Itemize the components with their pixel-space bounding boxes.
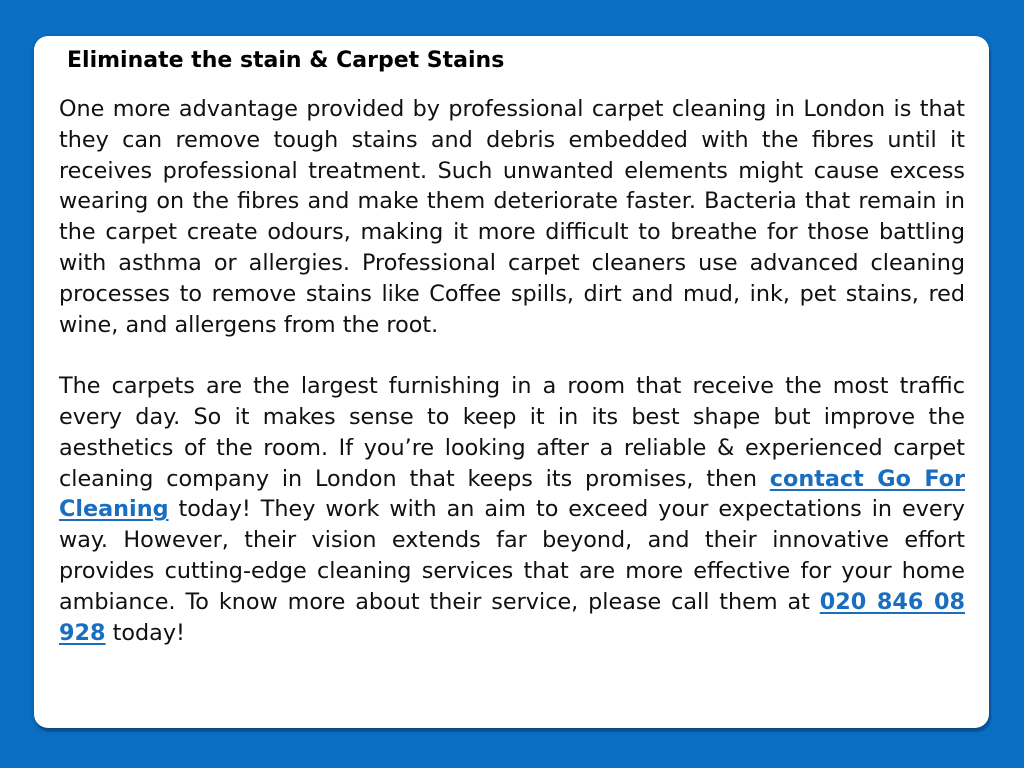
phone-number-link[interactable]: 020 846 08 928 (59, 588, 965, 646)
paragraph-contact (59, 371, 965, 648)
article-body (59, 94, 965, 648)
paragraph-text-middle: today! They work with an aim to exceed your expectations in every way. However, their vision extends far beyond, and their innovative effort provides cutting-edge cleaning services that are more effective for your home ambiance. To know more about their service, please call them at (59, 496, 965, 615)
paragraph-text-end: today! (105, 619, 185, 646)
paragraph-text-intro: The carpets are the largest furnishing in a room that receive the most traffic every day. So it makes sense to keep it in its best shape but improve the aesthetics of the room. If you’re looking after a reliable & experienced carpet cleaning company in London that keeps its promises, then (59, 373, 965, 492)
paragraph-advantages: One more advantage provided by professional carpet cleaning in London is that they can remove tough stains and debris embedded with the fibres until it receives professional treatment. Such unwanted elements might cause excess wearing on the fibres and make them deteriorate faster. Bacteria that remain in the carpet create odours, making it more difficult to breathe for those battling with asthma or allergies. Professional carpet cleaners use advanced cleaning processes to remove stains like Coffee spills, dirt and mud, ink, pet stains, red wine, and allergens from the root. (59, 96, 965, 338)
content-card (34, 36, 989, 728)
page-title: Eliminate the stain & Carpet Stains (67, 48, 505, 73)
contact-company-link[interactable]: contact Go For Cleaning (59, 465, 966, 523)
